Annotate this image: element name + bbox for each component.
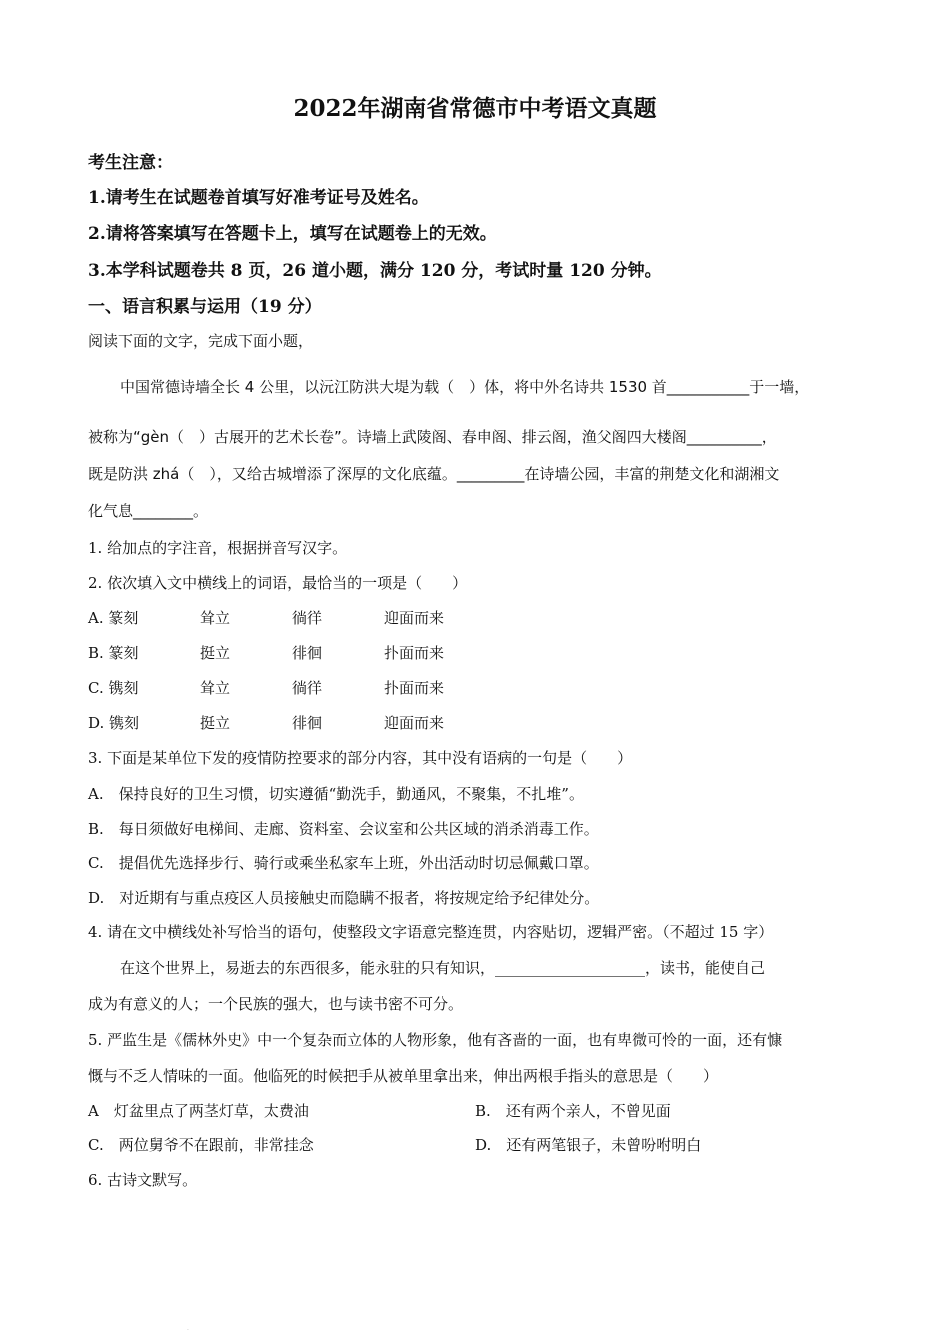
- footer-mark: ·: [187, 1327, 189, 1334]
- option-a-word-4: 迎面而来: [384, 609, 445, 627]
- option-a-word-3: 徜徉: [292, 609, 323, 627]
- passage-line-1: 中国常德诗墙全长 4 公里，以沅江防洪大堤为载（ ）体，将中外名诗共 1530 首___________于一墙，: [120, 378, 810, 396]
- question-3-stem: 3. 下面是某单位下发的疫情防控要求的部分内容，其中没有语病的一句是（ ）: [88, 749, 633, 767]
- option-b-word-4: 扑面而来: [384, 644, 445, 662]
- option-c-word-4: 扑面而来: [384, 679, 445, 697]
- notice-item-3: 3.本学科试题卷共 8 页，26 道小题，满分 120 分，考试时量 120 分钟。: [88, 261, 662, 281]
- question-2-option-b: [88, 642, 504, 663]
- question-4-stem: 4. 请在文中横线处补写恰当的语句，使整段文字语意完整连贯，内容贴切，逻辑严密。（不超过 15 字）: [88, 923, 774, 941]
- question-5-option-a: A 灯盆里点了两茎灯草，太费油: [88, 1102, 309, 1120]
- question-5-option-b: B. 还有两个亲人，不曾见面: [475, 1102, 671, 1120]
- question-5-stem-1: 5. 严监生是《儒林外史》中一个复杂而立体的人物形象，他有吝啬的一面，也有卑微可怜的一面，还有慷: [88, 1031, 783, 1049]
- passage-line-3: 既是防洪 zhá（ ），又给古城增添了深厚的文化底蕴。_________在诗墙公园，丰富的荆楚文化和湖湘文: [88, 465, 780, 483]
- page-title: 2022年湖南省常德市中考语文真题: [293, 95, 657, 122]
- question-4-passage-1: 在这个世界上，易逝去的东西很多，能永驻的只有知识，____________________，读书，能使自己: [120, 959, 766, 977]
- question-6: 6. 古诗文默写。: [88, 1171, 198, 1189]
- section-heading: 一、语言积累与运用（19 分）: [88, 297, 322, 317]
- question-4-passage-2: 成为有意义的人；一个民族的强大，也与读书密不可分。: [88, 995, 464, 1013]
- option-b-word-3: 徘徊: [292, 644, 323, 662]
- question-3-option-d: D. 对近期有与重点疫区人员接触史而隐瞒不报者，将按规定给予纪律处分。: [88, 889, 600, 907]
- question-2-option-a: [88, 607, 504, 628]
- option-d-word-4: 迎面而来: [384, 714, 445, 732]
- option-a-word-1: A. 篆刻: [88, 609, 139, 627]
- question-3-option-a: A. 保持良好的卫生习惯，切实遵循“勤洗手，勤通风，不聚集，不扎堆”。: [88, 785, 584, 803]
- question-3-option-c: C. 提倡优先选择步行、骑行或乘坐私家车上班，外出活动时切忌佩戴口罩。: [88, 854, 599, 872]
- notice-item-1: 1.请考生在试题卷首填写好准考证号及姓名。: [88, 188, 429, 208]
- question-5-stem-2: 慨与不乏人情味的一面。他临死的时候把手从被单里拿出来，伸出两根手指头的意思是（ ）: [88, 1067, 719, 1085]
- notice-item-2: 2.请将答案填写在答题卡上，填写在试题卷上的无效。: [88, 224, 497, 244]
- option-d-word-3: 徘徊: [292, 714, 323, 732]
- question-5-option-c: C. 两位舅爷不在跟前，非常挂念: [88, 1136, 314, 1154]
- notice-heading: 考生注意：: [88, 153, 173, 173]
- option-b-word-2: 挺立: [200, 644, 231, 662]
- option-b-word-1: B. 篆刻: [88, 644, 139, 662]
- option-d-word-1: D. 镌刻: [88, 714, 140, 732]
- question-2-stem: 2. 依次填入文中横线上的词语，最恰当的一项是（ ）: [88, 574, 468, 592]
- passage-line-4: 化气息________。: [88, 502, 209, 520]
- section-instruction: 阅读下面的文字，完成下面小题，: [88, 332, 314, 350]
- option-c-word-2: 耸立: [200, 679, 231, 697]
- question-2-option-c: [88, 677, 504, 698]
- option-d-word-2: 挺立: [200, 714, 231, 732]
- question-2-option-d: [88, 712, 504, 733]
- option-c-word-1: C. 镌刻: [88, 679, 139, 697]
- question-3-option-b: B. 每日须做好电梯间、走廊、资料室、会议室和公共区域的消杀消毒工作。: [88, 820, 599, 838]
- question-1: 1. 给加点的字注音，根据拼音写汉字。: [88, 539, 348, 557]
- option-c-word-3: 徜徉: [292, 679, 323, 697]
- option-a-word-2: 耸立: [200, 609, 231, 627]
- passage-line-2: 被称为“gèn（ ）古展开的艺术长卷”。诗墙上武陵阁、春申阁、排云阁，渔父阁四大楼阁__________，: [88, 428, 777, 446]
- question-5-option-d: D. 还有两笔银子，未曾吩咐明白: [475, 1136, 702, 1154]
